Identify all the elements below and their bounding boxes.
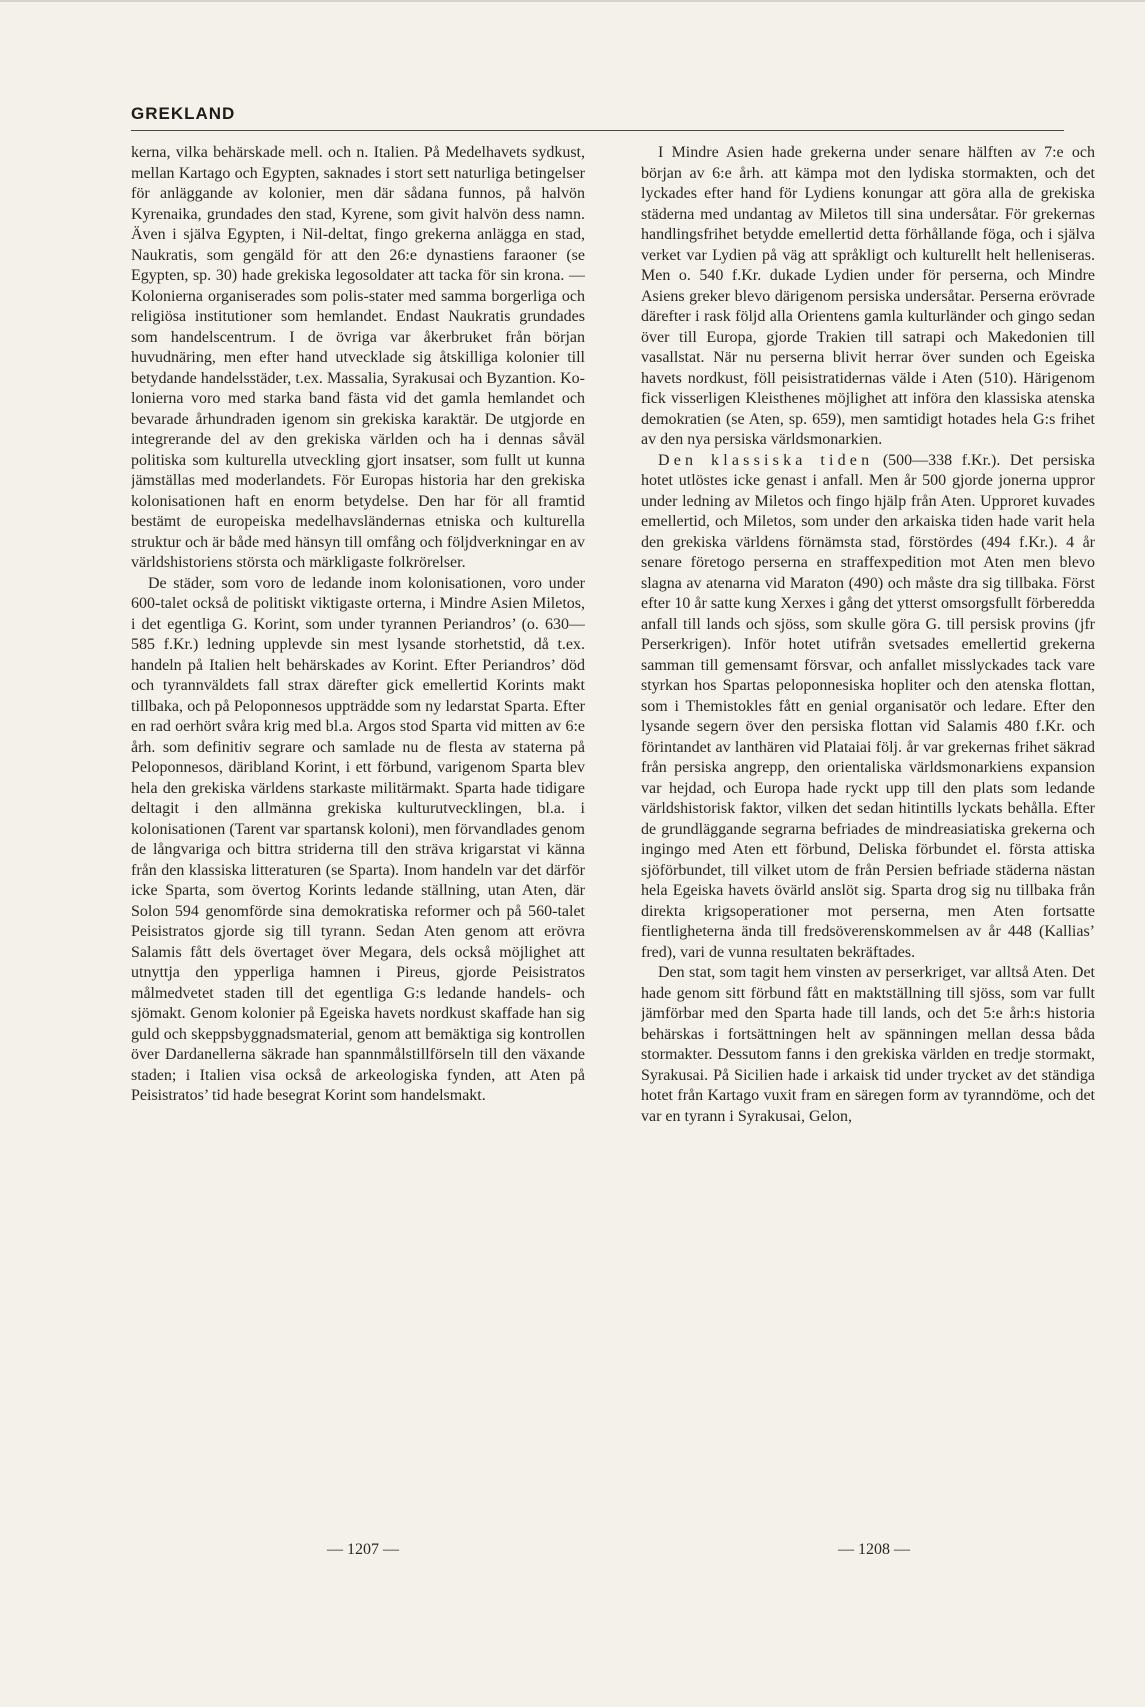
right-paragraph-2 bbox=[641, 451, 1095, 964]
left-paragraph-2: De städer, som voro de ledande inom kolonisationen, voro under 600-talet också de politiskt viktigaste orterna, i Mindre Asien Miletos, i det egentliga G. Korint, som under tyrannen Periandros’ (o. 630—585 f.Kr.) ledning upplevde sin mest lysande storhetstid, då t.ex. handeln på Italien helt behärskades av Korint. Efter Periandros’ död och tyrannväldets fall strax därefter gick emellertid Korints makt tillbaka, och på Peloponnesos uppträdde som ny ledarstat Sparta. Efter en rad oerhört svåra krig med bl.a. Argos stod Sparta vid mitten av 6:e årh. som definitiv segrare och samlade nu de flesta av staterna på Peloponnesos, däribland Korint, i ett förbund, varigenom Sparta blev hela den grekiska världens starkaste militärmakt. Sparta hade tidigare deltagit i den allmänna grekiska kulturutvecklingen, bl.a. i kolonisationen (Tarent var spartansk koloni), men förvandlades genom de långvariga och bittra striderna till den sträva krigarstat vi känna från den klassiska litteraturen (se Sparta). Inom handeln var det därför icke Sparta, som övertog Korints ledande ställning, utan Aten, där Solon 594 genomförde sina demokratiska reformer och på 560-talet Peisistratos gjorde sig till tyrann. Sedan Aten genom att erövra Salamis fått dels övertaget över Megara, dels också möjlighet att utnyttja den ypperliga hamnen i Pireus, gjorde Peisistratos målmedvetet staden till det egentliga G:s ledande handels- och sjömakt. Genom kolonier på Egeiska havets nordkust skaffade han sig guld och skeppsbyggnadsmaterial, genom att bemäktiga sig kontrollen över Dardanellerna säkrade han spannmålstillförseln till den växande staden; i Italien visa också de arkeologiska fynden, att Aten på Peisistratos’ tid hade besegrat Korint som handelsmakt. bbox=[131, 574, 585, 1104]
scan-top-edge bbox=[0, 0, 1145, 2]
right-paragraph-3: Den stat, som tagit hem vinsten av perserkriget, var alltså Aten. Det hade genom sitt förbund fått en maktställning till sjöss, som var fullt jämförbar med den Sparta hade till lands, och det 5:e årh:s historia behärskas i fortsättningen helt av spänningen mellan dessa båda stormakter. Dessutom fanns i den grekiska världen en tredje stormakt, Syrakusai. På Sicilien hade i arkaisk tid under trycket av det ständiga hotet från Kartago vuxit fram en säregen form av tyranndöme, och det var en tyrann i Syrakusai, Gelon, bbox=[641, 964, 1095, 1125]
page-number-left: — 1207 — bbox=[327, 1541, 399, 1558]
section-heading: Den klassiska tiden bbox=[658, 451, 874, 469]
running-header: GREKLAND bbox=[131, 104, 236, 123]
header-rule bbox=[131, 130, 1064, 131]
right-paragraph-2-text: (500—338 f.Kr.). Det persiska hotet utlöstes icke genast i anfall. Men år 500 gjorde jonerna uppror under ledning av Miletos och fingo hjälp från Aten. Upproret kuvades emellertid, och Miletos, som under den arkaiska tiden hade varit hela den grekiska världens förnämsta stad, förstördes (494 f.Kr.). 4 år senare företogo perserna en straffexpedition mot Aten men blevo slagna av atenarna vid Maraton (490) och måste dra sig tillbaka. Först efter 10 år satte kung Xerxes i gång det ytterst omsorgsfullt förberedda anfall till lands och sjöss, som skulle göra G. till persisk provins (jfr Perserkrigen). Inför hotet utifrån svetsades emellertid grekerna samman till gemensamt försvar, och anfallet misslyckades tack vare styrkan hos Spartas peloponnesiska hopliter och den atenska flottan, som i Themistokles fått en genial organisatör och ledare. Efter den lysande segern över den persiska flottan vid Salamis 480 f.Kr. och förintandet av lanthären vid Plataiai följ. år var grekernas frihet säkrad från persiska angrepp, den orientaliska världsmonarkiens expansion var hejdad, och Europa hade ryckt upp till den plats som ledande världshistorisk faktor, vilken det sedan hitintills lyckats behålla. Efter de grundläggande segrarna befriades de mindreasiatiska grekerna och ingingo med Aten ett förbund, Deliska förbundet el. första attiska sjöförbundet, till vilket utom de från Persien befriade städerna nästan hela Egeiska havets övärld anslöt sig. Sparta drog sig nu tillbaka från direkta krigsoperationer mot perserna, men Aten fortsatte fientligheterna ända till fredsöverenskommelsen av år 448 (Kallias’ fred), vari de vunna resultaten bekräftades. bbox=[641, 451, 1095, 961]
page-number-right: — 1208 — bbox=[838, 1541, 910, 1558]
right-paragraph-1: I Mindre Asien hade grekerna under senare hälften av 7:e och början av 6:e årh. att kämpa mot den lydiska stormakten, och det lyckades efter hand för Lydiens konungar att göra alla de grekiska städerna med undantag av Miletos till sina undersåtar. För grekernas handlingsfrihet betydde emellertid detta förhållande föga, och i själva verket var Lydien på väg att språkligt och kulturellt helt helleniseras. Men o. 540 f.Kr. dukade Lydien under för perserna, och Mindre Asiens greker blevo därigenom persiska undersåtar. Perserna erövrade därefter i rask följd alla Orientens gamla kulturländer och gingo sedan över till Europa, gjorde Trakien till satrapi och Makedonien till vasallstat. När nu perserna blivit herrar över sunden och Egeiska havets nordkust, föll peisistratidernas välde i Aten (510). Härigenom fick visserligen Kleisthenes möjlighet att införa den klassiska atenska demokratien (se Aten, sp. 659), men samtidigt hotades hela G:s frihet av den nya persiska världsmonarkien. bbox=[641, 144, 1095, 448]
left-column bbox=[131, 143, 585, 1523]
right-column bbox=[641, 143, 1095, 1523]
left-paragraph-1: kerna, vilka behärskade mell. och n. Italien. På Medelhavets sydkust, mellan Kartago och Egypten, saknades i stort sett naturliga betingelser för anläggande av kolonier, men där sådana funnos, på halvön Kyrenaika, grundades den stad, Kyrene, som givit halvön dess namn. Även i själva Egypten, i Nil-deltat, fingo grekerna anlägga en stad, Naukratis, som gengäld för att den 26:e dynastiens faraoner (se Egypten, sp. 30) hade grekiska legosoldater att tacka för sin krona. — Kolonierna organiserades som polis-stater med samma borgerliga och religiösa institutioner som hemlandet. Endast Naukratis grundades som handelscentrum. I de övriga var åkerbruket från början huvudnäring, men efter hand utvecklade sig åtskilliga kolonier till betydande handelsstäder, t.ex. Massalia, Syrakusai och Byzantion. Kolonierna voro med starka band fästa vid det gamla hemlandet och bevarade århundraden igenom sin grekiska karaktär. De utgjorde en integrerande del av den grekiska världen och ha i dennas såväl politiska som kulturella utveckling gjort insatser, som fullt ut kunna jämställas med moderlandets. För Europas historia har den grekiska kolonisationen haft en enorm betydelse. Den har för all framtid bestämt de europeiska medelhavsländernas etniska och kulturella struktur och är både med hänsyn till omfång och följdverkningar en av världshistoriens största och märkligaste folkrörelser. bbox=[131, 144, 585, 571]
